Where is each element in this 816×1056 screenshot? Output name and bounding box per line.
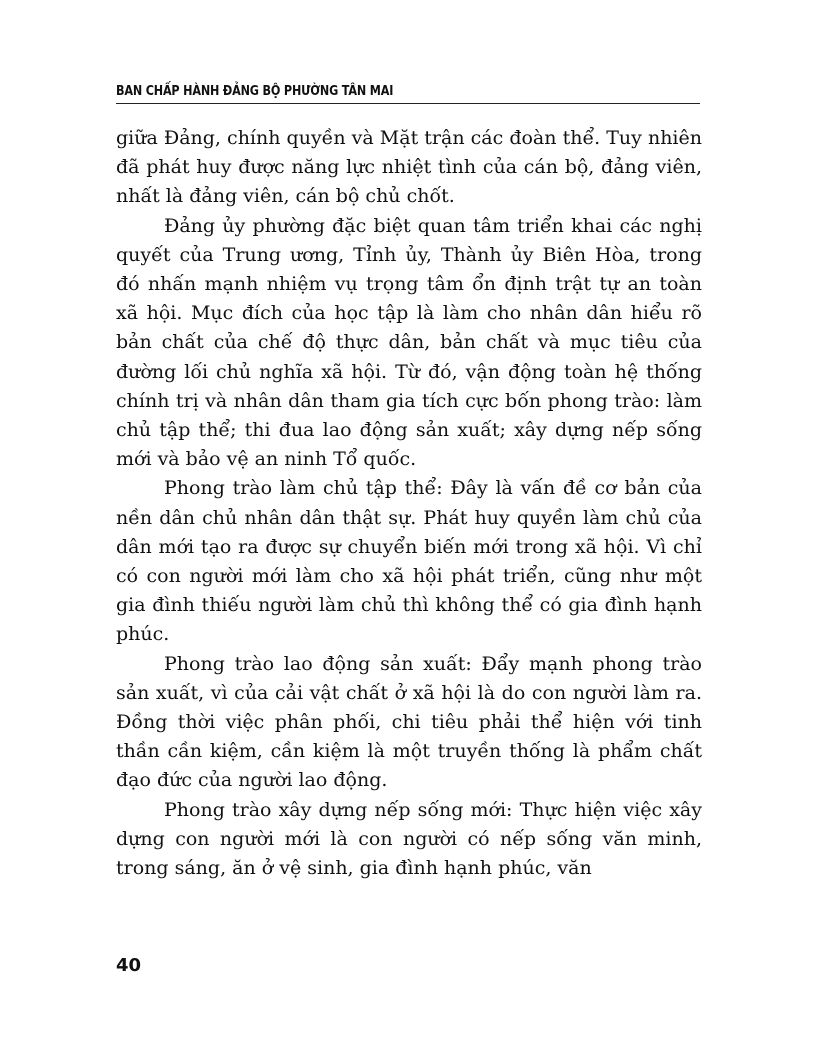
paragraph-4: Phong trào lao động sản xuất: Đẩy mạnh phong trào sản xuất, vì của cải vật chất ở xã hội là do con người làm ra. Đồng thời việc phân phối, chi tiêu phải thể hiện với tinh thần cần kiệm, cần kiệm là một truyền thống là phẩm chất đạo đức của người lao động. [116,652,702,792]
body-text [116,124,702,883]
page-number: 40 [116,955,142,976]
paragraph-5: Phong trào xây dựng nếp sống mới: Thực hiện việc xây dựng con người mới là con người có nếp sống văn minh, trong sáng, ăn ở vệ sinh, gia đình hạnh phúc, văn [116,798,702,880]
running-header: BAN CHẤP HÀNH ĐẢNG BỘ PHƯỜNG TÂN MAI [116,84,394,99]
paragraph-3: Phong trào làm chủ tập thể: Đây là vấn đề cơ bản của nền dân chủ nhân dân thật sự. Phát huy quyền làm chủ của dân mới tạo ra được sự chuyển biến mới trong xã hội. Vì chỉ có con người mới làm cho xã hội phát triển, cũng như một gia đình thiếu người làm chủ thì không thể có gia đình hạnh phúc. [116,477,702,646]
paragraph-1: giữa Đảng, chính quyền và Mặt trận các đoàn thể. Tuy nhiên đã phát huy được năng lực nhiệt tình của cán bộ, đảng viên, nhất là đảng viên, cán bộ chủ chốt. [116,127,702,208]
paragraph-2: Đảng ủy phường đặc biệt quan tâm triển khai các nghị quyết của Trung ương, Tỉnh ủy, Thành ủy Biên Hòa, trong đó nhấn mạnh nhiệm vụ trọng tâm ổn định trật tự an toàn xã hội. Mục đích của học tập là làm cho nhân dân hiểu rõ bản chất của chế độ thực dân, bản chất và mục tiêu của đường lối chủ nghĩa xã hội. Từ đó, vận động toàn hệ thống chính trị và nhân dân tham gia tích cực bốn phong trào: làm chủ tập thể; thi đua lao động sản xuất; xây dựng nếp sống mới và bảo vệ an ninh Tổ quốc. [116,214,702,471]
header-rule [116,103,700,104]
